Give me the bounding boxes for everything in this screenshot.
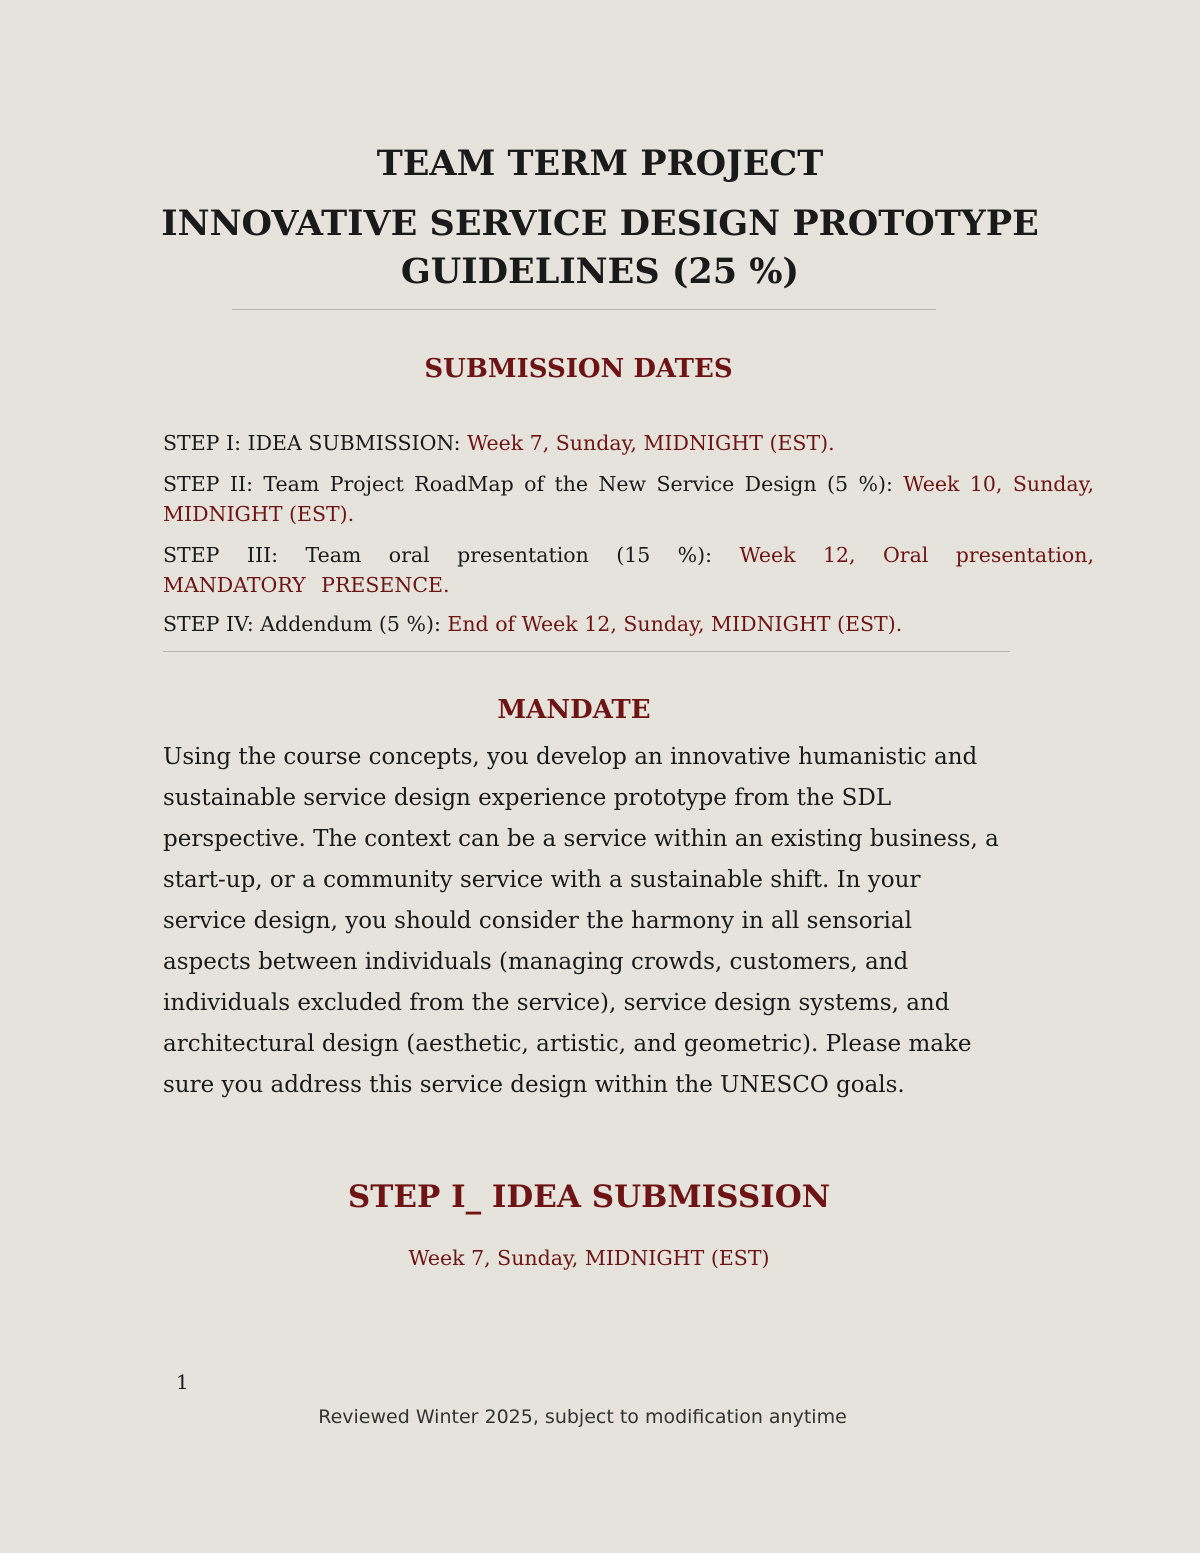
step-3-line <box>163 540 1094 600</box>
mandate-line: aspects between individuals (managing crowds, customers, and <box>163 949 909 975</box>
submission-dates-heading: SUBMISSION DATES <box>424 354 733 384</box>
mandate-line: individuals excluded from the service), service design systems, and <box>163 990 950 1016</box>
footer-note: Reviewed Winter 2025, subject to modification anytime <box>318 1406 847 1428</box>
mandate-line: Using the course concepts, you develop an innovative humanistic and <box>163 744 978 770</box>
mandate-line: start-up, or a community service with a sustainable shift. In your <box>163 867 921 893</box>
mandate-heading: MANDATE <box>497 695 651 725</box>
step-2-deadline: Week 10, Sunday, MIDNIGHT (EST). <box>163 472 1094 526</box>
mandate-line: perspective. The context can be a service within an existing business, a <box>163 826 999 852</box>
step-1-deadline: Week 7, Sunday, MIDNIGHT (EST). <box>467 431 835 455</box>
mandate-line: service design, you should consider the harmony in all sensorial <box>163 908 912 934</box>
mandate-line: sure you address this service design within the UNESCO goals. <box>163 1072 905 1098</box>
document-title-line-3: GUIDELINES (25 %) <box>400 251 800 292</box>
step-1-section-heading: STEP I_ IDEA SUBMISSION <box>347 1179 831 1215</box>
step-4-label: STEP IV: Addendum (5 %): <box>163 612 448 636</box>
title-divider <box>232 309 936 310</box>
step-1-line <box>163 428 1094 458</box>
document-title-line-1: TEAM TERM PROJECT <box>376 143 824 184</box>
step-3-label: STEP III: Team oral presentation (15 %): <box>163 543 740 567</box>
mandate-line: sustainable service design experience prototype from the SDL <box>163 785 892 811</box>
document-title-line-2: INNOVATIVE SERVICE DESIGN PROTOTYPE <box>161 203 1039 244</box>
dates-divider <box>163 651 1010 652</box>
step-4-line <box>163 609 1094 639</box>
step-4-deadline: End of Week 12, Sunday, MIDNIGHT (EST). <box>447 612 903 636</box>
step-2-line <box>163 469 1094 529</box>
step-1-section-date: Week 7, Sunday, MIDNIGHT (EST) <box>408 1246 770 1270</box>
step-3-deadline: Week 12, Oral presentation, MANDATORY PRESENCE. <box>163 543 1094 597</box>
mandate-line: architectural design (aesthetic, artistic, and geometric). Please make <box>163 1031 972 1057</box>
step-1-label: STEP I: IDEA SUBMISSION: <box>163 431 468 455</box>
step-2-label: STEP II: Team Project RoadMap of the New Service Design (5 %): <box>163 472 904 496</box>
mandate-paragraph <box>163 737 1033 1106</box>
page-number: 1 <box>176 1370 189 1394</box>
